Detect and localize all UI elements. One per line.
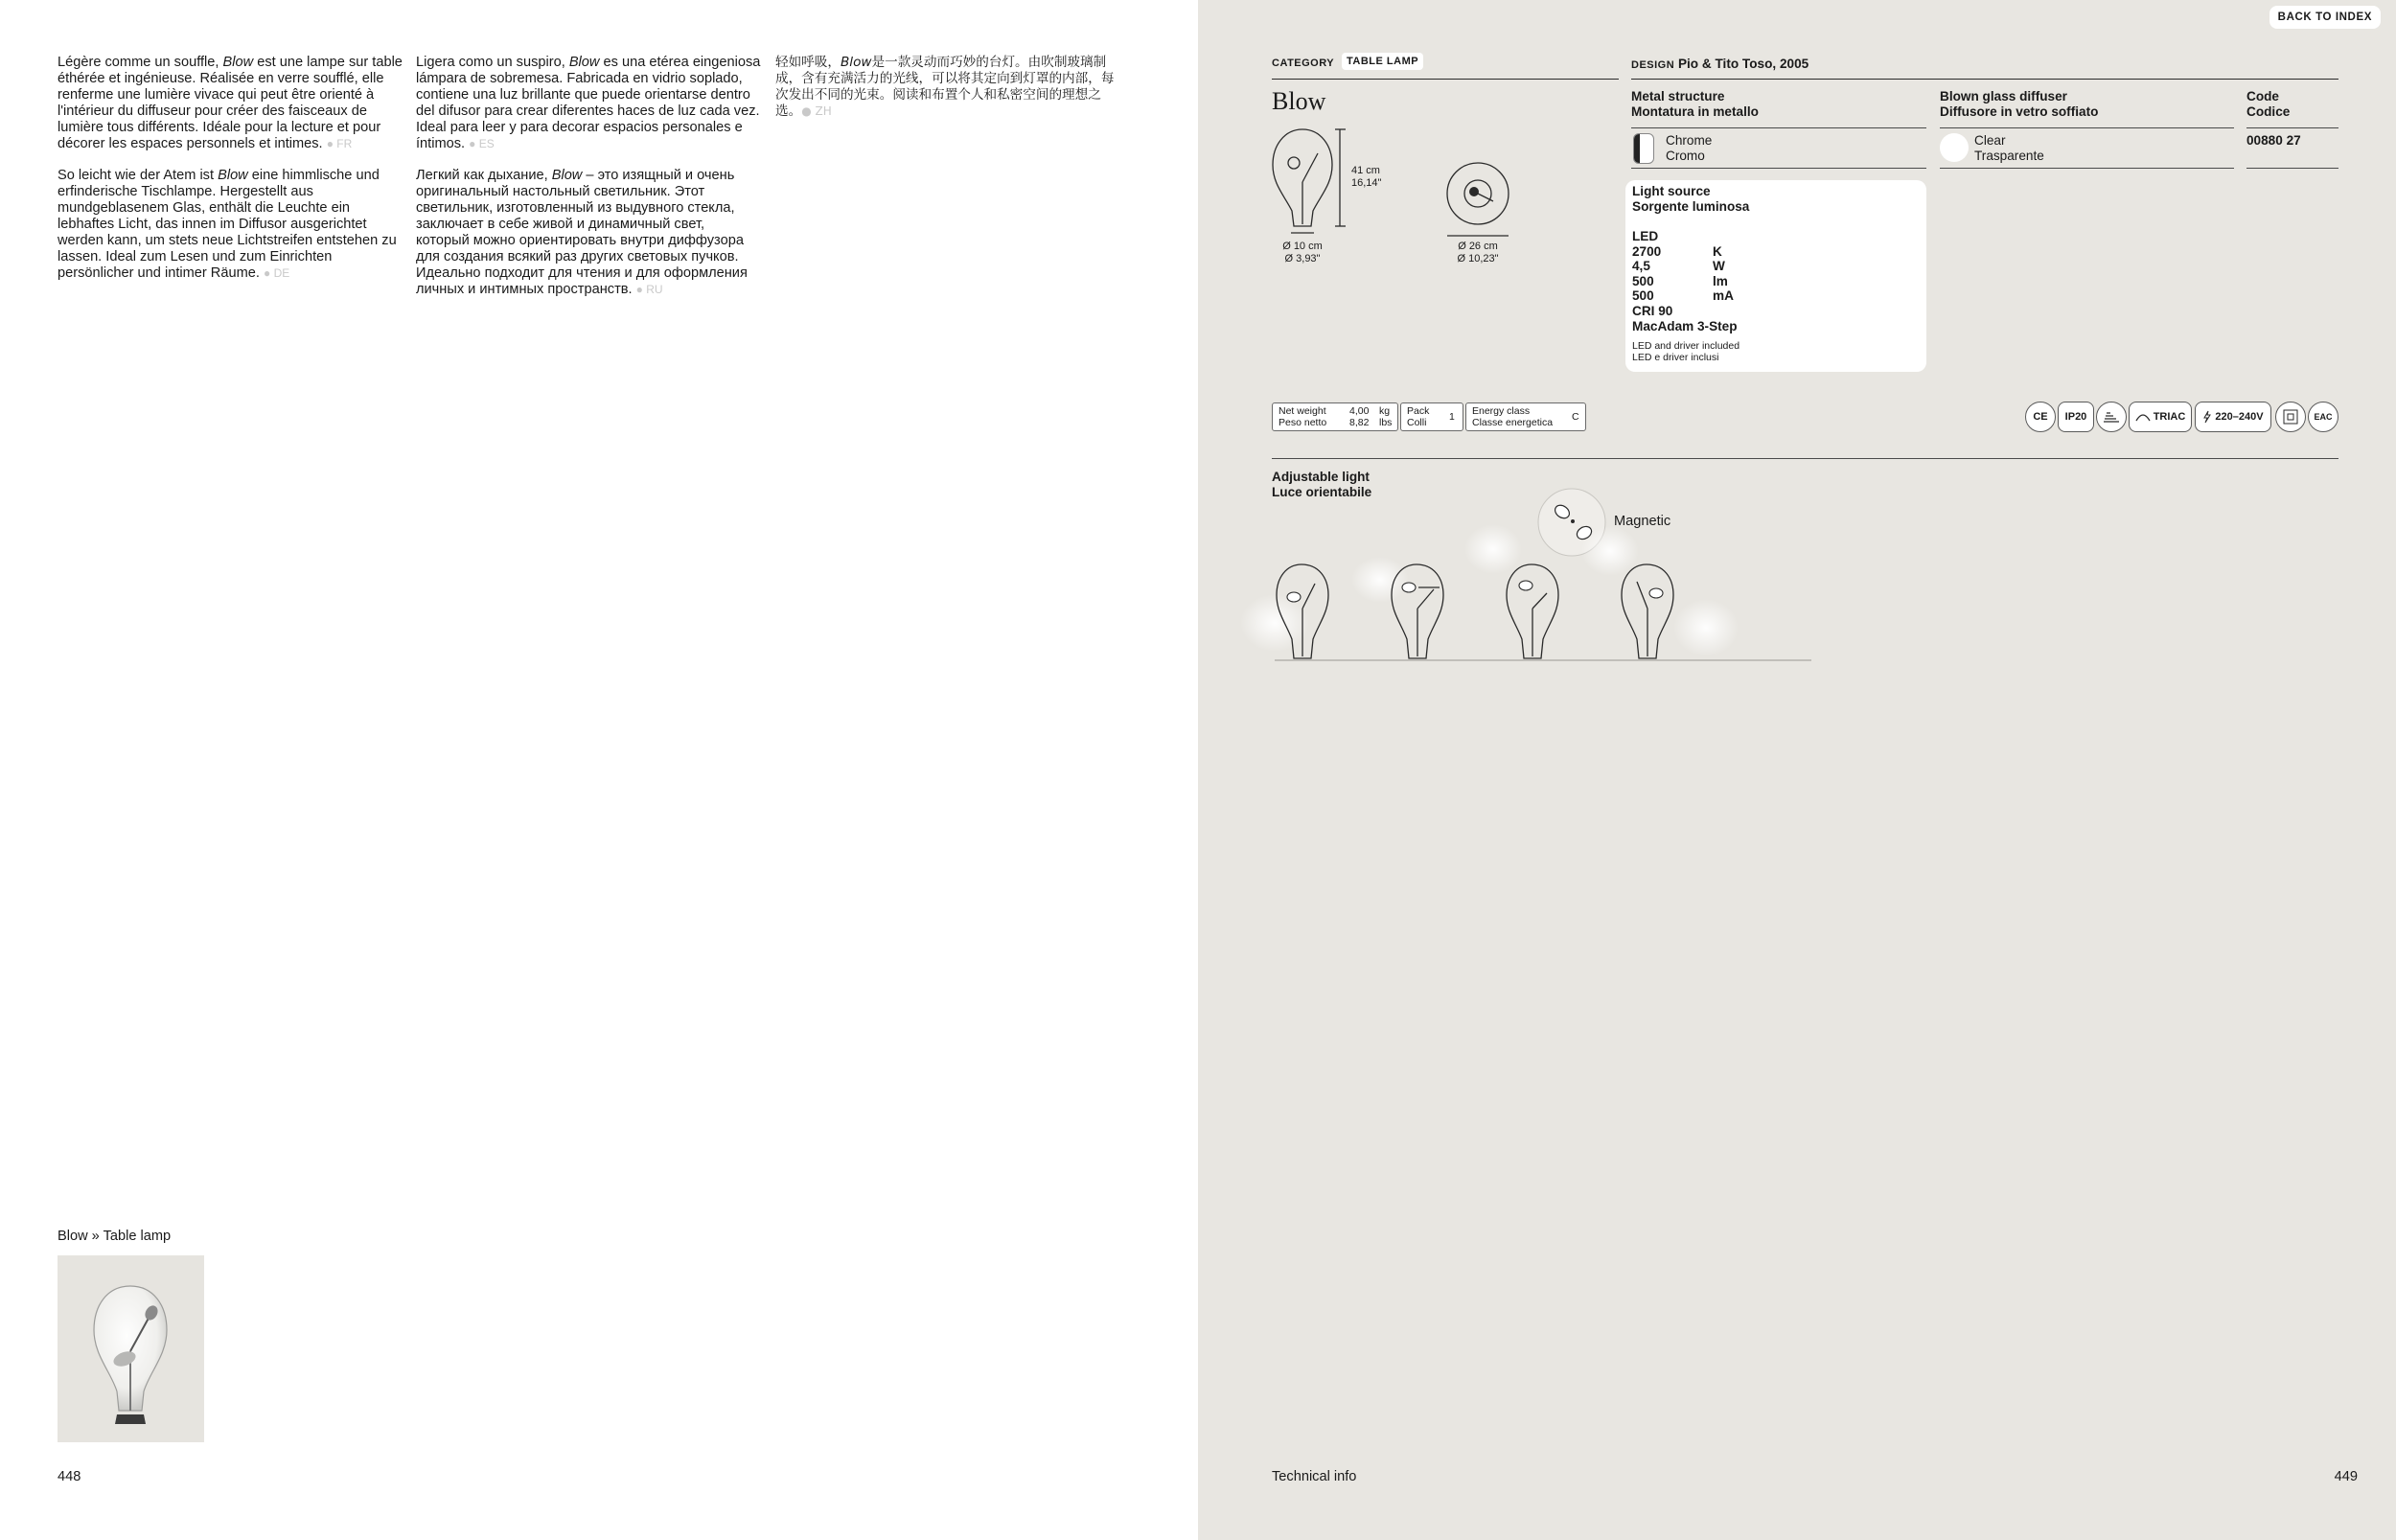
text-column-es-ru xyxy=(416,55,761,314)
spec-row-kelvin: 2700 K xyxy=(1632,243,1722,259)
net-weight-box: Net weight Peso netto 4,00 8,82 kg lbs xyxy=(1272,402,1398,431)
paragraph-zh: 轻如呼吸，Blow是一款灵动而巧妙的台灯。由吹制玻璃制成，含有充满活力的光线，可以将其定向到灯罩的内部，每次发出不同的光束。阅读和布置个人和私密空间的理想之选。● ZH xyxy=(775,55,1115,119)
back-to-index-button[interactable]: BACK TO INDEX xyxy=(2269,6,2381,29)
light-source-specs xyxy=(1632,229,1738,333)
code-rule xyxy=(2246,127,2338,128)
structure-value-rule xyxy=(1631,168,1926,169)
energy-class-box: Energy class Classe energetica C xyxy=(1465,402,1586,431)
diffuser-value-rule xyxy=(1940,168,2234,169)
adjustable-light-title: Adjustable light Luce orientabile xyxy=(1272,470,1372,499)
lang-tag-ru: ● RU xyxy=(635,282,663,296)
light-type: LED xyxy=(1632,229,1659,243)
adjustable-positions-drawing xyxy=(1236,522,1831,666)
lamp-position-3 xyxy=(1507,564,1558,658)
lang-tag-de: ● DE xyxy=(263,265,290,280)
diffuser-value: Clear Trasparente xyxy=(1974,133,2044,163)
cri-value: CRI 90 xyxy=(1632,303,1673,318)
lang-tag-zh: ● ZH xyxy=(801,103,832,118)
code-value-rule xyxy=(2246,168,2338,169)
spec-row-milliamp: 500 mA xyxy=(1632,288,1734,304)
diffuser-label: Blown glass diffuser Diffusore in vetro soffiato xyxy=(1940,89,2099,119)
technical-info-label: Technical info xyxy=(1272,1469,1357,1484)
text-column-fr-de xyxy=(58,55,403,298)
category-rule xyxy=(1272,79,1619,80)
ip20-icon: IP20 xyxy=(2058,402,2094,432)
lamp-top-drawing-icon xyxy=(1440,157,1516,243)
clear-swatch[interactable] xyxy=(1940,133,1969,162)
lang-tag-es: ● ES xyxy=(469,136,495,150)
page-number-left: 448 xyxy=(58,1469,81,1484)
category-label: CATEGORY xyxy=(1272,57,1335,69)
spec-row-lumen: 500 lm xyxy=(1632,273,1728,288)
base-diameter-dimension: Ø 10 cm Ø 3,93" xyxy=(1282,241,1323,264)
structure-value: Chrome Cromo xyxy=(1666,133,1713,163)
paragraph-ru: Легкий как дыхание, Blow – это изящный и очень оригинальный настольный светильник. Этот светильник, изготовленный из выдувного стекла, заключает в себе живой и динамичный свет, который можно ориентировать внутри диффузора для создания всякий раз других световых пучков. Идеально подходит для чтения и для оформления личных и интимных пространств. ● RU xyxy=(416,168,748,297)
magnetic-label: Magnetic xyxy=(1614,514,1671,529)
diffuser-rule xyxy=(1940,127,2234,128)
lang-tag-fr: ● FR xyxy=(326,136,353,150)
paragraph-es: Ligera como un suspiro, Blow es una etérea eingeniosa lámpara de sobremesa. Fabricada en vidrio soplado, contiene una luz brillante que puede orientarse dentro del difusor para crear diferentes haces de luz cada vez. Ideal para leer y para decorar espacios personales e íntimos. ● ES xyxy=(416,55,761,151)
light-source-panel xyxy=(1625,180,1926,372)
pack-box: Pack Colli 1 xyxy=(1400,402,1463,431)
ce-mark-icon: CE xyxy=(2025,402,2056,432)
product-thumbnail[interactable] xyxy=(58,1255,204,1442)
code-label: Code Codice xyxy=(2246,89,2291,119)
spec-row-watt: 4,5 W xyxy=(1632,259,1725,274)
height-dimension: 41 cm 16,14" xyxy=(1351,165,1382,189)
product-code[interactable]: 00880 27 xyxy=(2246,133,2301,148)
structure-rule xyxy=(1631,127,1926,128)
macadam-value: MacAdam 3-Step xyxy=(1632,318,1738,333)
paragraph-fr: Légère comme un souffle, Blow est une lampe sur table éthérée et ingénieuse. Réalisée en verre soufflé, elle renferme une lumière vivace qui peut être orienté à l'intérieur du diffuseur pour créer des faisceaux de lumière tous différents. Idéale pour la lecture et pour décorer les espaces personnels et intimes. ● FR xyxy=(58,55,403,151)
lamp-position-4 xyxy=(1622,564,1673,658)
design-credit: DESIGN Pio & Tito Toso, 2005 xyxy=(1631,57,1809,71)
chrome-swatch[interactable] xyxy=(1633,133,1654,164)
top-diameter-dimension: Ø 26 cm Ø 10,23" xyxy=(1457,241,1499,264)
light-source-title: Light source Sorgente luminosa xyxy=(1632,184,1750,214)
blow-lamp-photo-icon xyxy=(58,1255,204,1442)
structure-label: Metal structure Montatura in metallo xyxy=(1631,89,1759,119)
paragraph-de: So leicht wie der Atem ist Blow eine himmlische und erfinderische Tischlampe. Hergestellt aus mundgeblasenem Glas, enthält die Leuchte ein lebhaftes Licht, das innen im Diffusor ausgerichtet werden kann, um stets neue Lichtstreifen entstehen zu lassen. Ideal zum Lesen und zum Einrichten persönlicher und intimer Räume. ● DE xyxy=(58,168,397,281)
driver-note: LED and driver included LED e driver inclusi xyxy=(1632,340,1740,363)
surface-mount-icon xyxy=(2096,402,2127,432)
page-number-right: 449 xyxy=(2334,1469,2358,1484)
thumbnail-caption: Blow » Table lamp xyxy=(58,1229,172,1244)
text-column-zh xyxy=(775,55,1120,136)
product-name: Blow xyxy=(1272,87,1326,115)
eac-mark-icon: EAC xyxy=(2308,402,2338,432)
category-value-badge: TABLE LAMP xyxy=(1342,53,1423,70)
voltage-icon: 220–240V xyxy=(2195,402,2271,432)
section-divider xyxy=(1272,458,2338,459)
triac-dimmable-icon: TRIAC xyxy=(2129,402,2192,432)
design-rule xyxy=(1631,79,2338,80)
class-ii-insulation-icon xyxy=(2275,402,2306,432)
